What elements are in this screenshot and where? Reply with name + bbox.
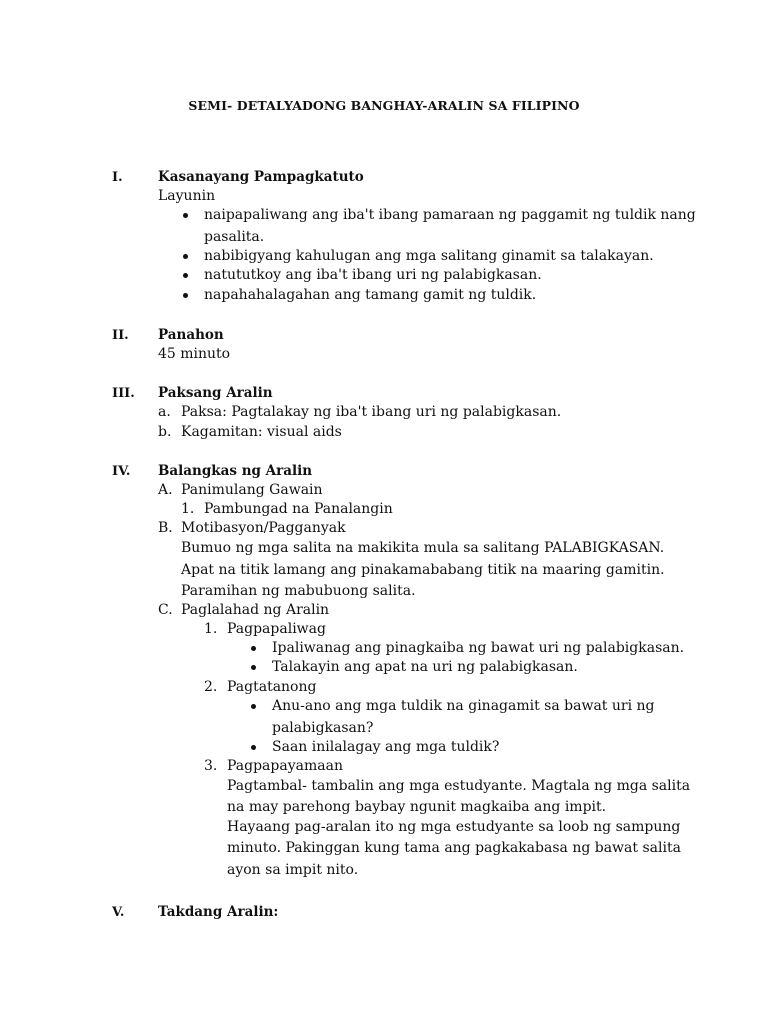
list-label: a.	[158, 404, 171, 420]
topic-item: Paksa: Pagtalakay ng iba't ibang uri ng palabigkasan.	[181, 404, 562, 420]
list-label: C.	[158, 602, 173, 618]
question-item: Saan inilalagay ang mga tuldik?	[272, 739, 500, 755]
paragraph-line: Hayaang pag-aralan ito ng mga estudyante sa loob ng sampung	[227, 819, 681, 835]
question-item-continuation: palabigkasan?	[272, 720, 374, 736]
subsection-c: Paglalahad ng Aralin	[181, 602, 330, 618]
duration-text: 45 minuto	[158, 346, 231, 362]
paragraph-line: na may parehong baybay ngunit magkaiba ang impit.	[227, 799, 607, 815]
list-label: A.	[158, 482, 173, 498]
list-label: 3.	[204, 758, 218, 774]
objective-item-continuation: pasalita.	[204, 229, 265, 245]
section-heading-3: Paksang Aralin	[158, 385, 273, 401]
objective-item: naipapaliwang ang iba't ibang pamaraan ng paggamit ng tuldik nang	[204, 207, 696, 223]
subsection-a1: Pambungad na Panalangin	[204, 501, 393, 517]
section-heading-2: Panahon	[158, 327, 224, 343]
section-heading-1: Kasanayang Pampagkatuto	[158, 169, 364, 185]
section-number-1: I.	[112, 170, 123, 185]
question-item: Anu-ano ang mga tuldik na ginagamit sa bawat uri ng	[272, 698, 655, 714]
list-label: b.	[158, 424, 172, 440]
section-number-2: II.	[112, 328, 129, 343]
objective-item: nabibigyang kahulugan ang mga salitang ginamit sa talakayan.	[204, 248, 654, 264]
paragraph-line: Paramihan ng mabubuong salita.	[181, 583, 416, 599]
list-label: 1.	[204, 621, 218, 637]
materials-item: Kagamitan: visual aids	[181, 424, 342, 440]
paragraph-line: ayon sa impit nito.	[227, 862, 359, 878]
subsection-c1: Pagpapaliwag	[227, 621, 326, 637]
section-heading-4: Balangkas ng Aralin	[158, 463, 313, 479]
subsection-c3: Pagpapayamaan	[227, 758, 343, 774]
page-title: SEMI- DETALYADONG BANGHAY-ARALIN SA FILIPINO	[188, 98, 580, 113]
section-heading-5: Takdang Aralin:	[158, 904, 279, 920]
paragraph-line: Bumuo ng mga salita na makikita mula sa salitang PALABIGKASAN.	[181, 540, 665, 556]
objectives-label: Layunin	[158, 188, 216, 204]
paragraph-line: Apat na titik lamang ang pinakamababang titik na maaring gamitin.	[181, 562, 665, 578]
list-label: 2.	[204, 679, 218, 695]
subsection-b: Motibasyon/Pagganyak	[181, 520, 346, 536]
section-number-4: IV.	[112, 464, 131, 479]
subsection-a: Panimulang Gawain	[181, 482, 323, 498]
paragraph-line: minuto. Pakinggan kung tama ang pagkakabasa ng bawat salita	[227, 840, 681, 856]
objective-item: natututkoy ang iba't ibang uri ng palabigkasan.	[204, 267, 542, 283]
discussion-item: Talakayin ang apat na uri ng palabigkasan.	[272, 659, 578, 675]
section-number-3: III.	[112, 386, 135, 401]
paragraph-line: Pagtambal- tambalin ang mga estudyante. Magtala ng mga salita	[227, 778, 691, 794]
discussion-item: Ipaliwanag ang pinagkaiba ng bawat uri ng palabigkasan.	[272, 640, 685, 656]
list-label: B.	[158, 520, 173, 536]
subsection-c2: Pagtatanong	[227, 679, 317, 695]
section-number-5: V.	[112, 905, 125, 920]
list-label: 1.	[181, 501, 195, 517]
objective-item: napahahalagahan ang tamang gamit ng tuldik.	[204, 287, 537, 303]
